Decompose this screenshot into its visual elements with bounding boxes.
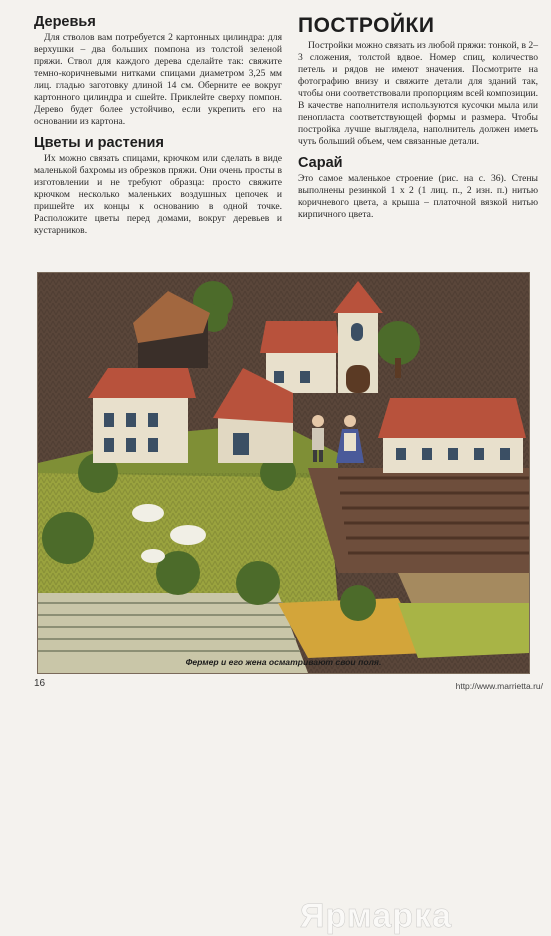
plowed-field (308, 468, 529, 573)
village-illustration (38, 273, 529, 673)
left-column (34, 14, 282, 237)
buildings-paragraph: Постройки можно связать из любой пряжи: тонкой, в 2–3 сложения, толстой вдвое. Номер спиц, количество петель и рядов не имеют значения. Посмотрите на фотографию внизу и свяжите детали для зданий так, чтобы они соответствовали пропорциям всей композиции. В качестве наполнителя используются кусочки мыла или пенопласта соответствующей формы и размера. Чтобы постройка лучше выглядела, наполнитель должен иметь чуть больший объем, чем связанные детали. (298, 40, 538, 147)
house-large-left (88, 368, 196, 463)
heading-barn: Сарай (298, 155, 343, 171)
watermark-url: http://www.marrietta.ru/ (455, 681, 543, 691)
flowers-paragraph: Их можно связать спицами, крючком или сделать в виде маленькой бахромы из обрезков пряжи. Они очень просты в изготовлении и не требуют образца: просто свяжите крючком несколько маленьких воздушных цепочек и пришейте их концы к основанию в одной точке. Расположите цветы перед домами, вокруг деревьев и кустарников. (34, 153, 282, 236)
house-long-right (378, 398, 526, 473)
watermark-logo: Ярмарка (300, 897, 453, 935)
right-column (298, 14, 538, 221)
photo-caption: Фермер и его жена осматривают свои поля. (185, 657, 382, 667)
house-small-red (260, 321, 340, 393)
heading-trees: Деревья (34, 14, 96, 30)
barn-paragraph: Это самое маленькое строение (рис. на с. 36). Стены выполнены резинкой 1 х 2 (1 лиц. п., 2 изн. п.) нитью коричневого цвета, а крыша – платочной вязкой нитью кирпичного цвета. (298, 173, 538, 220)
trees-paragraph: Для стволов вам потребуется 2 картонных цилиндра: для верхушки – два больших помпона из толстой зеленой пряжи. Ствол для каждого дерева сделайте так: свяжите темно-коричневыми нитками спицами диаметром 3,25 мм лиц. гладью заготовку длиной 14 см. Оберните ее вокруг картонного цилиндра и сшейте. Приклейте сверху помпон. Дерево будет более устойчиво, если укрепить его на основании из картона. (34, 32, 282, 127)
heading-buildings: ПОСТРОЙКИ (298, 14, 435, 37)
page-number: 16 (34, 678, 46, 689)
heading-flowers: Цветы и растения (34, 135, 164, 151)
